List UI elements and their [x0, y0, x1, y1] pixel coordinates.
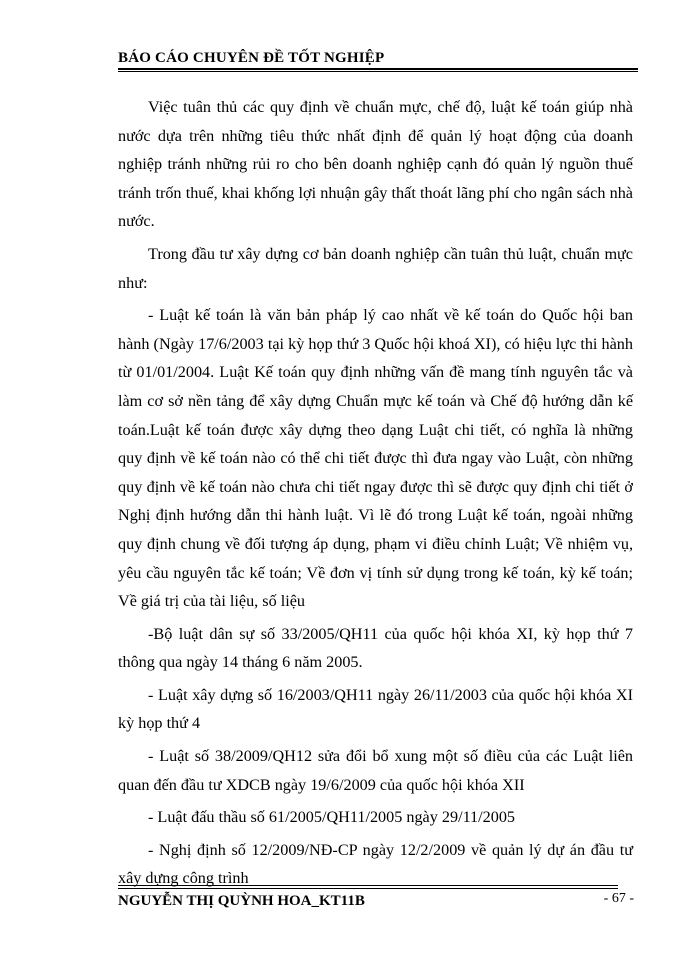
paragraph: - Luật đấu thầu số 61/2005/QH11/2005 ngày 29/11/2005	[148, 808, 516, 827]
document-body	[118, 93, 633, 893]
footer-divider	[118, 885, 618, 889]
paragraph: - Luật kế toán là văn bản pháp lý cao nhất về kế toán do Quốc hội ban hành (Ngày 17/6/2003 tại kỳ họp thứ 3 Quốc hội khoá XI), có hiệu lực thi hành từ 01/01/2004. Luật Kế toán quy định những vấn đề mang tính nguyên tắc và làm cơ sở nền tảng để xây dựng Chuẩn mực kế toán và Chế độ hướng dẫn kế toán.Luật kế toán được xây dựng theo dạng Luật chi tiết, có nghĩa là những quy định về kế toán nào có thể chi tiết được thì đưa ngay vào Luật, còn những quy định về kế toán nào chưa chi tiết ngay được thì sẽ được quy định chi tiết ở Nghị định hướng dẫn thi hành luật. Vì lẽ đó trong Luật kế toán, ngoài những quy định chung về đối tượng áp dụng, phạm vi điều chỉnh Luật; Về nhiệm vụ, yêu cầu nguyên tắc kế toán; Về đơn vị tính sử dụng trong kế toán, kỳ kế toán; Về giá trị của tài liệu, số liệu	[118, 306, 633, 611]
page-header	[118, 50, 638, 67]
header-title: BÁO CÁO CHUYÊN ĐỀ TỐT NGHIỆP	[118, 50, 385, 66]
paragraph: Việc tuân thủ các quy định về chuẩn mực, chế độ, luật kế toán giúp nhà nước dựa trên những tiêu thức nhất định để quản lý hoạt động của doanh nghiệp tránh những rủi ro cho bên doanh nghiệp cạnh đó quản lý nguồn thuế tránh trốn thuế, khai khống lợi nhuận gây thất thoát lãng phí cho ngân sách nhà nước.	[118, 98, 633, 231]
header-divider	[118, 68, 638, 72]
paragraph: Trong đầu tư xây dựng cơ bản doanh nghiệp cần tuân thủ luật, chuẩn mực như:	[118, 244, 633, 292]
paragraph: - Luật xây dựng số 16/2003/QH11 ngày 26/11/2003 của quốc hội khóa XI kỳ họp thứ 4	[118, 685, 633, 733]
page-number: - 67 -	[603, 891, 634, 906]
footer-author: NGUYỄN THỊ QUỲNH HOA_KT11B	[118, 893, 365, 909]
paragraph: - Nghị định số 12/2009/NĐ-CP ngày 12/2/2009 về quản lý dự án đầu tư xây dựng công trình	[118, 840, 633, 888]
paragraph: - Luật số 38/2009/QH12 sửa đổi bổ xung một số điều của các Luật liên quan đến đầu tư XDCB ngày 19/6/2009 của quốc hội khóa XII	[118, 747, 633, 794]
paragraph: -Bộ luật dân sự số 33/2005/QH11 của quốc hội khóa XI, kỳ họp thứ 7 thông qua ngày 14 tháng 6 năm 2005.	[118, 624, 633, 672]
